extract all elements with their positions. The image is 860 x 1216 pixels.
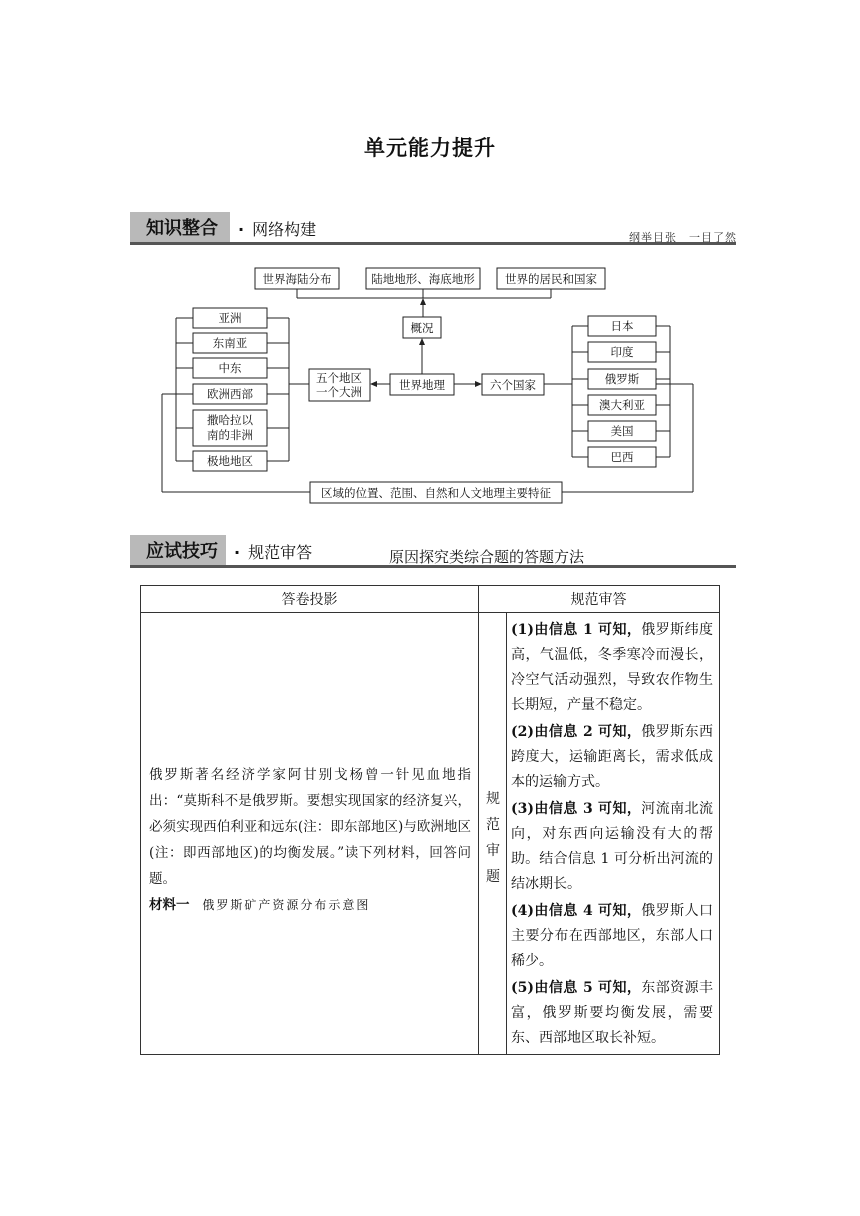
material-text: 俄罗斯矿产资源分布示意图 xyxy=(202,898,371,912)
section2-sub: 规范审答 xyxy=(248,543,313,562)
box-residents-label: 世界的居民和国家 xyxy=(505,272,597,286)
answer-item xyxy=(511,618,713,718)
answer-text: 东部资源丰富，俄罗斯要均衡发展，需要东、西部地区取长补短。 xyxy=(511,980,713,1046)
answer-text: 河流南北流向，对东西向运输没有大的帮助。结合信息 1 可分析出河流的结冰期长。 xyxy=(511,801,713,892)
answer-item xyxy=(511,976,713,1051)
section2-subtitle: 原因探究类综合题的答题方法 xyxy=(389,548,585,566)
page-title: 单元能力提升 xyxy=(364,136,496,160)
material-label: 材料一 xyxy=(149,897,190,913)
box-six-countries-label: 六个国家 xyxy=(490,378,536,392)
answer-text: 俄罗斯人口主要分布在西部地区，东部人口稀少。 xyxy=(511,903,713,969)
material-one xyxy=(149,892,471,918)
box-world-geography-label: 世界地理 xyxy=(399,378,445,392)
region-middle-east-label: 中东 xyxy=(218,361,242,375)
region-subsaharan-line2: 南的非洲 xyxy=(207,428,253,442)
region-western-europe-label: 欧洲西部 xyxy=(207,387,253,401)
box-regional-features-label: 区域的位置、范围、自然和人文地理主要特征 xyxy=(321,486,551,500)
section2-heading: 应试技巧 xyxy=(130,535,226,565)
box-overview-label: 概况 xyxy=(410,321,434,335)
table-divider-main xyxy=(478,586,479,1054)
answer-lead: (2)由信息 2 可知， xyxy=(511,724,642,740)
region-polar-label: 极地地区 xyxy=(207,454,253,468)
answer-item xyxy=(511,720,713,795)
answer-text: 俄罗斯东西跨度大，运输距离长，需求低成本的运输方式。 xyxy=(511,724,713,790)
answer-item xyxy=(511,797,713,897)
country-india-label: 印度 xyxy=(610,345,634,359)
mid-char: 范 xyxy=(486,817,500,833)
answer-lead: (5)由信息 5 可知， xyxy=(511,980,642,996)
section2-dot: · xyxy=(234,543,241,562)
region-asia-label: 亚洲 xyxy=(218,311,242,325)
mid-char: 题 xyxy=(486,869,500,885)
section1-dot: · xyxy=(238,220,245,239)
mid-char: 规 xyxy=(486,791,500,807)
country-japan-label: 日本 xyxy=(610,319,634,333)
region-subsaharan-line1: 撒哈拉以 xyxy=(207,413,253,427)
knowledge-network-diagram xyxy=(150,258,710,508)
answer-item xyxy=(511,899,713,974)
box-five-regions-line1: 五个地区 xyxy=(316,371,362,385)
country-russia-label: 俄罗斯 xyxy=(604,372,640,386)
answer-lead: (4)由信息 4 可知， xyxy=(511,903,642,919)
country-usa-label: 美国 xyxy=(610,424,634,438)
table-header-col1: 答卷投影 xyxy=(141,586,478,613)
answer-text: 俄罗斯纬度高，气温低，冬季寒冷而漫长，冷空气活动强烈，导致农作物生长期短，产量不稳定。 xyxy=(511,622,713,713)
answer-projection-cell xyxy=(149,762,471,918)
standard-review-label xyxy=(481,786,505,890)
section1-subheading xyxy=(232,217,316,240)
answer-lead: (3)由信息 3 可知， xyxy=(511,801,642,817)
question-text: 俄罗斯著名经济学家阿甘别戈杨曾一针见血地指出：“莫斯科不是俄罗斯。要想实现国家的经济复兴，必须实现西伯利亚和远东(注：即东部地区)与欧洲地区(注：即西部地区)的均衡发展。”读下列材料，回答问题。 xyxy=(149,767,471,887)
box-five-regions-line2: 一个大洲 xyxy=(316,385,362,399)
table-divider-sub xyxy=(506,613,507,1054)
section1-heading: 知识整合 xyxy=(130,212,230,242)
answer-table xyxy=(140,585,720,1055)
mid-char: 审 xyxy=(486,843,500,859)
country-australia-label: 澳大利亚 xyxy=(599,398,645,412)
section1-sub: 网络构建 xyxy=(252,220,317,239)
box-terrain-label: 陆地地形、海底地形 xyxy=(371,272,475,286)
box-sea-land-label: 世界海陆分布 xyxy=(262,272,332,286)
section2-subheading xyxy=(228,540,312,563)
section1-slogan: 纲举目张 一目了然 xyxy=(629,231,737,244)
answer-lead: (1)由信息 1 可知， xyxy=(511,622,642,638)
country-brazil-label: 巴西 xyxy=(610,450,634,464)
table-header-col2: 规范审答 xyxy=(478,586,719,613)
region-southeast-asia-label: 东南亚 xyxy=(212,336,248,350)
standard-answer-cell xyxy=(511,618,713,1053)
